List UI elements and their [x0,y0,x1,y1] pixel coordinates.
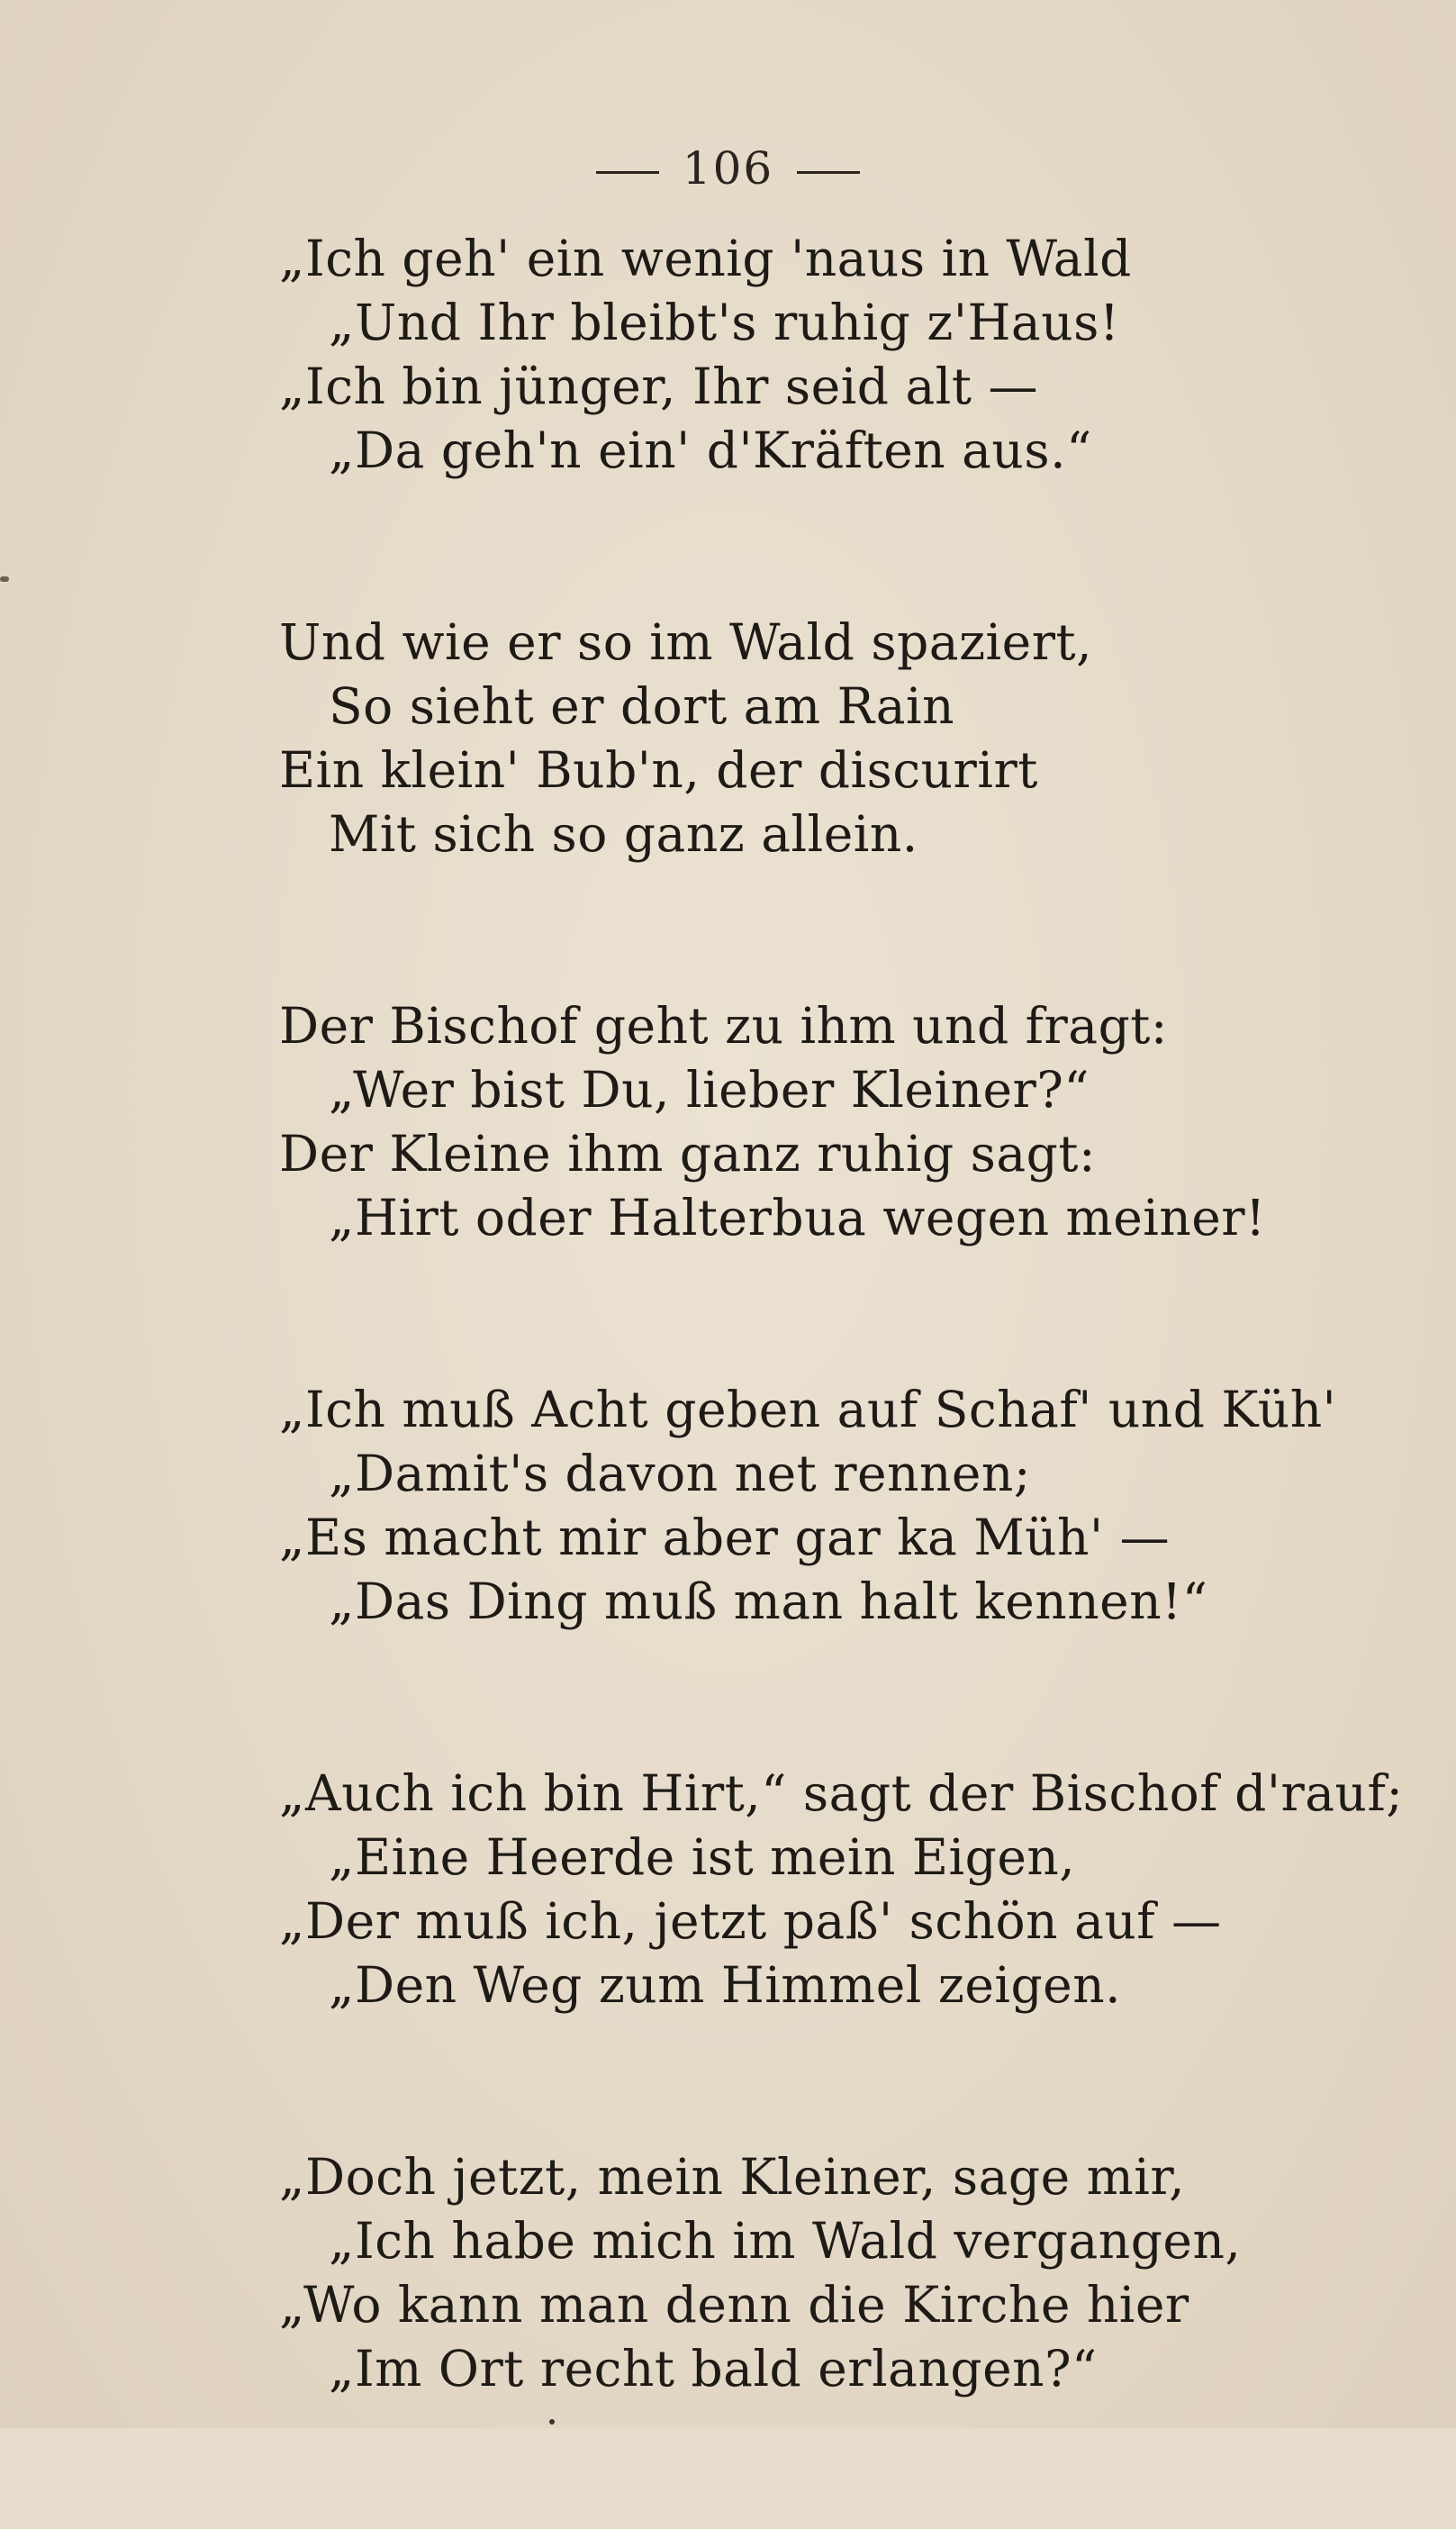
stanza [279,611,1180,866]
poem-line: „Es macht mir aber gar ka Müh' — [279,1509,1171,1566]
stanza [279,994,1266,1250]
poem-line: „Eine Heerde ist mein Eigen, [329,1828,1076,1886]
poem-line: Und wie er so im Wald spaziert, [279,613,1093,671]
poem-line: „Der muß ich, jetzt paß' schön auf — [279,1892,1222,1950]
poem-line: „Wo kann man denn die Kirche hier [279,2276,1189,2334]
paper-speck [0,576,9,582]
poem-line: „Ich bin jünger, Ihr seid alt — [279,358,1038,415]
stanza [279,1378,1337,1634]
poem-line: „Ich muß Acht geben auf Schaf' und Küh' [279,1381,1337,1438]
stanza [279,227,1180,483]
stanza [279,1762,1404,2017]
poem-line: „Wer bist Du, lieber Kleiner?“ [329,1061,1090,1119]
poem-line: So sieht er dort am Rain [329,677,955,735]
ink-dot [549,2419,555,2425]
poem-line: „Hirt oder Halterbua wegen meiner! [329,1189,1266,1246]
poem-line: „Da geh'n ein' d'Kräften aus.“ [329,422,1092,479]
poem-line: Der Bischof geht zu ihm und fragt: [279,997,1168,1055]
poem-line: „Den Weg zum Himmel zeigen. [329,1956,1122,2014]
poem-line: „Doch jetzt, mein Kleiner, sage mir, [279,2148,1186,2206]
page-number: 106 [682,142,774,195]
poem-line: „Das Ding muß man halt kennen!“ [329,1573,1208,1630]
poem-line: „Ich geh' ein wenig 'naus in Wald [279,230,1132,287]
poem-line: Mit sich so ganz allein. [329,805,918,863]
left-dash [596,171,659,174]
poem-line: Ein klein' Bub'n, der discurirt [279,741,1038,799]
stanza [279,2145,1242,2401]
poem-line: Der Kleine ihm ganz ruhig sagt: [279,1125,1096,1183]
poem-line: „Auch ich bin Hirt,“ sagt der Bischof d'rauf; [279,1764,1404,1822]
poem-line: „Und Ihr bleibt's ruhig z'Haus! [329,294,1120,351]
poem-line: „Im Ort recht bald erlangen?“ [329,2340,1098,2398]
poem-line: „Ich habe mich im Wald vergangen, [329,2212,1242,2270]
poem-body [279,227,1404,2529]
right-dash [797,171,860,174]
page-number-header [0,142,1456,195]
poem-line: „Damit's davon net rennen; [329,1445,1031,1502]
